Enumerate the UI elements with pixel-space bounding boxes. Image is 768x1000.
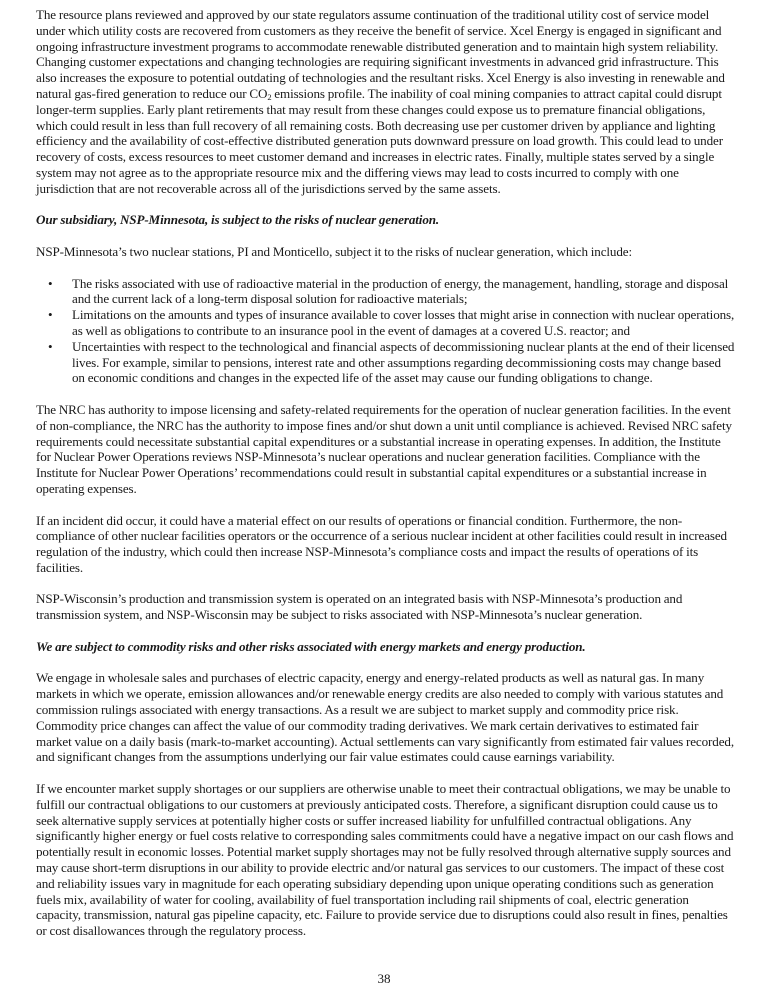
- page-number: 38: [377, 971, 391, 986]
- list-item: [36, 276, 736, 308]
- list-item-text: Uncertainties with respect to the technological and financial aspects of decommissioning nuclear plants at the end of their licensed lives. For example, similar to pensions, interest rate and other assumptions regarding decommissioning costs may change based on economic conditions and changes in the expected life of the asset may cause our funding obligations to change.: [72, 338, 735, 386]
- document-page: [36, 7, 736, 955]
- list-item: [36, 339, 736, 386]
- section-heading-nuclear: Our subsidiary, NSP-Minnesota, is subject to the risks of nuclear generation.: [36, 212, 440, 228]
- bullet-icon: •: [48, 307, 53, 323]
- paragraph-nrc-authority: The NRC has authority to impose licensing and safety-related requirements for the operation of nuclear generation facilities. In the event of non-compliance, the NRC has the authority to impose fines and/or shut down a unit until compliance is achieved. Revised NRC safety requirements could necessitate substantial capital expenditures or a substantial increase in operating expenses. In addition, the Institute for Nuclear Power Operations reviews NSP-Minnesota’s nuclear operations and nuclear generation facilities. Compliance with the Institute for Nuclear Power Operations’ recommendations could result in substantial capital expenditures or a substantial increase in operating expenses.: [36, 401, 732, 496]
- paragraph-incident: If an incident did occur, it could have a material effect on our results of operations or financial condition. Furthermore, the non-compliance of other nuclear facilities operators or the occurrence of a serious nuclear incident at other facilities could result in increased regulation of the industry, which could then increase NSP-Minnesota’s compliance costs and impact the results of operations of its facilities.: [36, 512, 727, 575]
- bullet-icon: •: [48, 275, 53, 291]
- paragraph-text: The resource plans reviewed and approved by our state regulators assume continuation of the traditional utility cost of service model under which utility costs are recovered from customers as they receive the benefit of service. Xcel Energy is engaged in significant and ongoing infrastructure investment programs to accommodate renewable distributed generation and to maintain high system reliability. Changing customer expectations and changing technologies are requiring significant investments in advanced grid infrastructure. This also increases the exposure to potential outdating of technologies and the resultant risks. Xcel Energy is also investing in renewable and natural gas-fired generation to reduce our CO: [36, 7, 725, 101]
- list-item: [36, 307, 736, 339]
- paragraph-text: emissions profile. The inability of coal mining companies to attract capital could disrupt longer-term supplies. Early plant retirements that may result from these changes could expose us to premature financial obligations, which could result in less than full recovery of all remaining costs. Both decreasing use per customer driven by appliance and lighting efficiency and the availability of cost-effective distributed generation puts downward pressure on load growth. This could lead to under recovery of costs, excess resources to meet customer demand and increases in electric rates. Finally, multiple states served by a single system may not agree as to the appropriate resource mix and the differing views may lead to costs incurred to comply with one jurisdiction that are not recoverable across all of the jurisdictions served by the same assets.: [36, 85, 723, 196]
- list-item-text: Limitations on the amounts and types of insurance available to cover losses that might arise in connection with nuclear operations, as well as obligations to contribute to an insurance pool in the event of damages at a covered U.S. reactor; and: [72, 307, 735, 338]
- list-item-text: The risks associated with use of radioactive material in the production of energy, the management, handling, storage and disposal and the current lack of a long-term disposal solution for radioactive materials;: [72, 275, 729, 307]
- paragraph-resource-plans: [36, 7, 736, 197]
- paragraph-nsp-wisconsin: NSP-Wisconsin’s production and transmission system is operated on an integrated basis with NSP-Minnesota’s production and transmission system, and NSP-Wisconsin may be subject to risks associated with NSP-Minnesota’s nuclear generation.: [36, 591, 683, 623]
- bullet-icon: •: [48, 338, 53, 354]
- paragraph-wholesale: We engage in wholesale sales and purchases of electric capacity, energy and energy-related products as well as natural gas. In many markets in which we operate, emission allowances and/or renewable energy credits are also needed to comply with various statutes and commission rulings associated with energy transactions. As a result we are subject to market supply and commodity price risk. Commodity price changes can affect the value of our commodity trading derivatives. We mark certain derivatives to estimated fair market value on a daily basis (mark-to-market accounting). Actual settlements can vary significantly from estimated fair values recorded, and significant changes from the assumptions underlying our fair value estimates could cause earnings variability.: [36, 670, 734, 765]
- paragraph-nuclear-stations: NSP-Minnesota’s two nuclear stations, PI and Monticello, subject it to the risks of nuclear generation, which include:: [36, 243, 632, 259]
- paragraph-supply-shortages: If we encounter market supply shortages or our suppliers are otherwise unable to meet their contractual obligations, we may be unable to fulfill our contractual obligations to our customers at previously anticipated costs. Therefore, a significant disruption could cause us to seek alternative supply services at potentially higher costs or suffer increased liability for unfulfilled contractual obligations. Any significantly higher energy or fuel costs relative to corresponding sales commitments could have a negative impact on our cash flows and potentially result in economic losses. Potential market supply shortages may not be fully resolved through alternative supply sources and may cause short-term disruptions in our ability to provide electric and/or natural gas services to our customers. The impact of these cost and reliability issues vary in magnitude for each operating subsidiary depending upon unique operating conditions such as generation fuels mix, availability of water for cooling, availability of fuel transportation including rail shipments of coal, electric generation capacity, transmission, natural gas pipeline capacity, etc. Failure to provide service due to disruptions could also result in fines, penalties or cost disallowances through the regulatory process.: [36, 781, 734, 939]
- nuclear-risks-list: [36, 276, 736, 387]
- section-heading-commodity: We are subject to commodity risks and other risks associated with energy markets and energy production.: [36, 638, 586, 654]
- co2-subscript: 2: [267, 91, 272, 102]
